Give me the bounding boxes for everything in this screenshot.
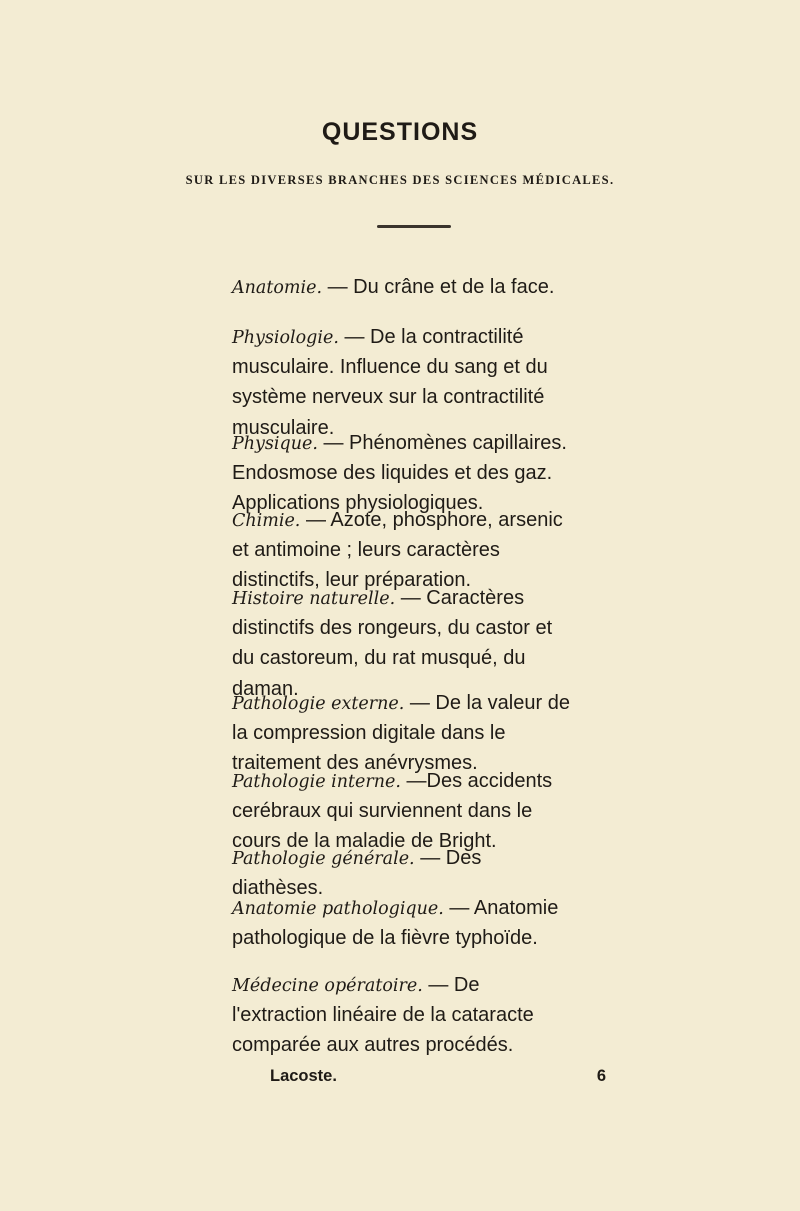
question-histoire-naturelle: [232, 583, 570, 704]
question-anatomie-pathologique: [232, 893, 570, 953]
question-body: — De la contractilité musculaire. Influence du sang et du système nerveux sur la contractilité musculaire.: [232, 326, 548, 439]
question-topic: Anatomie.: [232, 278, 323, 298]
question-topic: Pathologie générale.: [232, 849, 415, 869]
question-physiologie: [232, 322, 570, 443]
question-body: — Des diathèses.: [232, 847, 482, 900]
question-topic: Physiologie.: [232, 328, 339, 348]
question-body: — De l'extraction linéaire de la cataracte comparée aux autres procédés.: [232, 974, 534, 1057]
question-topic: Anatomie pathologique.: [232, 899, 444, 919]
question-topic: Chimie.: [232, 511, 301, 531]
question-topic: Pathologie interne.: [232, 772, 401, 792]
question-anatomie: [232, 272, 570, 302]
signature-mark: 6: [596, 1067, 606, 1085]
question-body: — De la valeur de la compression digitale dans le traitement des anévrysmes.: [232, 692, 570, 775]
question-topic: Physique.: [232, 434, 318, 454]
question-body: — Caractères distinctifs des rongeurs, du castor et du castoreum, du rat musqué, du daman.: [232, 587, 553, 700]
question-topic: Pathologie externe.: [232, 694, 405, 714]
question-topic: Histoire naturelle.: [232, 589, 396, 609]
question-body: — Anatomie pathologique de la fièvre typhoïde.: [232, 897, 559, 950]
title-divider: [377, 225, 451, 228]
page-footer: [270, 1067, 606, 1086]
question-medecine-operatoire: [232, 970, 570, 1061]
question-body: — Du crâne et de la face.: [327, 276, 555, 298]
page-subtitle: SUR LES DIVERSES BRANCHES DES SCIENCES MÉDICALES.: [185, 173, 615, 187]
question-chimie: [232, 505, 570, 596]
author-name: Lacoste.: [270, 1067, 337, 1085]
question-topic: Médecine opératoire.: [232, 976, 423, 996]
question-body: — Phénomènes capillaires. Endosmose des liquides et des gaz. Applications physiologiques.: [232, 432, 567, 515]
question-body: —Des accidents cerébraux qui surviennent dans le cours de la maladie de Bright.: [232, 770, 553, 853]
question-pathologie-externe: [232, 688, 570, 779]
page-title: QUESTIONS: [321, 118, 479, 146]
question-body: — Azote, phosphore, arsenic et antimoine ; leurs caractères distinctifs, leur préparation.: [232, 509, 563, 592]
